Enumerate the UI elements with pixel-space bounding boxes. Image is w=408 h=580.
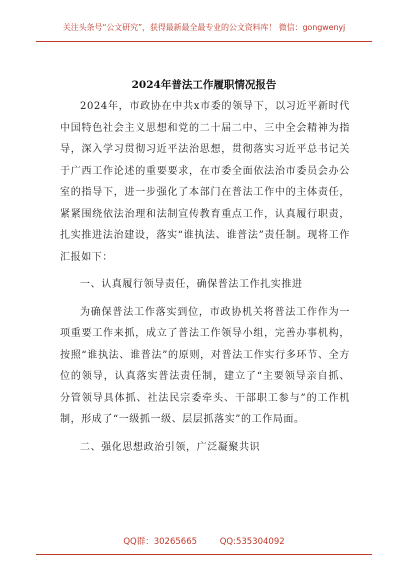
document-body: [60, 96, 350, 458]
header-divider: [36, 41, 372, 42]
footer-divider: [36, 554, 372, 555]
section-heading-2: 二、强化思想政治引领，广泛凝聚共识: [80, 441, 261, 453]
section-heading-1: 一、认真履行领导责任，确保普法工作扎实推进: [80, 279, 303, 290]
header-promo-note: 关注头条号“公文研究”，获得最新最全最专业的公文资料库！ 微信：gongwenyj: [62, 23, 346, 32]
footer-qq-number: QQ:535304092: [219, 537, 285, 547]
footer-qq-group: QQ群：30265665: [123, 537, 198, 547]
document-title: 2024年普法工作履职情况报告: [131, 79, 277, 91]
section-paragraph-1: 为确保普法工作落实到位，市政协机关将普法工作作为一项重要工作来抓，成立了普法工作领导小组，完善办事机构，按照“谁执法、谁普法”的原则，对普法工作实行多环节、全方位的领导，认真落实普法责任制，建立了“主要领导亲自抓、分管领导具体抓、社法民宗委牵头、干部职工参与”的工作机制，形成了“一级抓一级、层层抓落实”的工作局面。: [60, 306, 350, 425]
intro-paragraph: 2024年，市政协在中共x市委的领导下，以习近平新时代中国特色社会主义思想和党的二十届二中、三中全会精神为指导，深入学习贯彻习近平法治思想，贯彻落实习近平总书记关于广西工作论述的重要要求，在市委全面依法治市委员会办公室的指导下，进一步强化了本部门在普法工作中的主体责任，紧紧围绕依法治理和法制宣传教育重点工作，认真履行职责，扎实推进法治建设，落实“谁执法、谁普法”责任制。现将工作汇报如下：: [60, 101, 350, 263]
footer-contact: [0, 535, 408, 547]
